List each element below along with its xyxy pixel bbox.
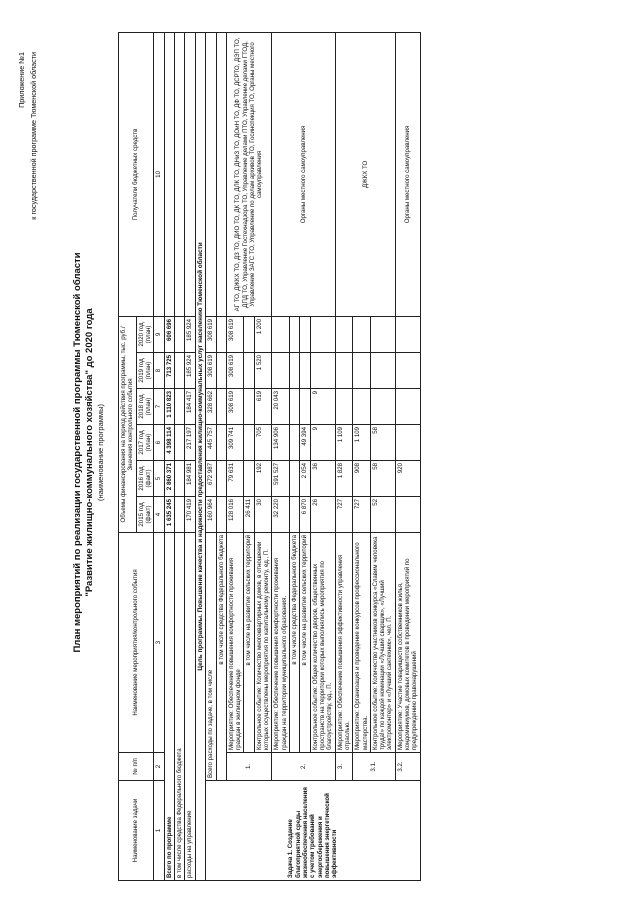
total-value: 2 860 371 bbox=[164, 461, 174, 497]
event-value: 79 631 bbox=[226, 461, 244, 497]
title-line-2: "Развитие жилищно-коммунального хозяйства" до 2020 года bbox=[83, 308, 95, 597]
header-year: 2020 год (план) bbox=[136, 316, 154, 352]
event-text: Контрольное событие: Количество многоквартирных домов, в отношении которых осуществлены мероприятия по капитальному ремонту, ед., П. bbox=[254, 533, 272, 753]
row-number: 3.2. bbox=[395, 753, 420, 781]
event-value: 134 906 bbox=[272, 425, 290, 461]
event-value: 30 bbox=[254, 497, 272, 533]
event-value: 908 bbox=[353, 461, 371, 497]
task-total-value: 328 662 bbox=[206, 389, 216, 425]
row-number: 2. bbox=[272, 753, 335, 781]
event-value: 2 054 bbox=[300, 461, 310, 497]
task-1-label: Задача 1. Создание благоприятной среды жизнеобеспечения населения с учетом требований энергосбережения и повышения энергетической эффективности bbox=[206, 781, 421, 881]
header-year: 2016 год (факт) bbox=[136, 461, 154, 497]
event-value: 128 016 bbox=[226, 497, 244, 533]
column-number: 3 bbox=[154, 533, 164, 753]
total-value: 184 981 bbox=[185, 461, 195, 497]
header-year: 2015 год (факт) bbox=[136, 497, 154, 533]
event-value: 6 870 bbox=[300, 497, 310, 533]
header-funding: Объемы финансирования на период действия программы, тыс. руб./Значения контрольного события bbox=[119, 316, 137, 532]
appendix-line-1: Приложение №1 bbox=[17, 52, 26, 108]
total-value: 1 110 823 bbox=[164, 389, 174, 425]
event-value: 727 bbox=[353, 497, 371, 533]
column-number: 10 bbox=[154, 32, 164, 316]
event-value: 58 bbox=[370, 425, 395, 461]
row-number: 3.1. bbox=[353, 753, 396, 781]
title-line-3: (наименование программы) bbox=[95, 404, 105, 501]
total-value: 606 696 bbox=[164, 316, 174, 352]
header-year: 2019 год (план) bbox=[136, 353, 154, 389]
total-value: 170 419 bbox=[185, 497, 195, 533]
column-number: 6 bbox=[154, 425, 164, 461]
event-text: в том числе на развитие сельских территорий bbox=[300, 533, 310, 753]
event-value: 58 bbox=[370, 461, 395, 497]
event-value: 49 394 bbox=[300, 425, 310, 461]
total-label: Всего по программе bbox=[164, 533, 174, 881]
recipient-text: Органы местного самоуправления bbox=[395, 32, 420, 316]
total-value: 713 725 bbox=[164, 353, 174, 389]
column-number: 5 bbox=[154, 461, 164, 497]
row-number: 3. bbox=[335, 753, 353, 781]
event-text: Мероприятие: Обеспечение повышения эффективности управления отраслью. bbox=[335, 533, 353, 753]
task-total-value: 445 757 bbox=[206, 425, 216, 461]
recipient-text: АГ ТО, ДЖКХ ТО, ДЗ ТО, ДИО ТО, ДК ТО, ДЛК ТО, ДНиЗ ТО, ДОиН ТО, ДФ ТО, ДСРТО, ДЭП ТО, ДПД ТО, Управление Гостехнадзора ТО, Управление делами ПТО, Управление делами ГТОД, Управление ЗАГС ТО, Управление по делам архивов ТО, Госинспекция ТО, Органы местного самоуправления bbox=[226, 32, 272, 316]
event-value: 52 bbox=[370, 497, 395, 533]
event-value: 1 109 bbox=[353, 425, 371, 461]
table-row bbox=[335, 32, 353, 880]
task-total-value: 308 619 bbox=[206, 353, 216, 389]
event-value: 727 bbox=[335, 497, 353, 533]
header-year: 2018 год (план) bbox=[136, 389, 154, 425]
event-text: Мероприятие: Организация и проведение конкурсов профессионального мастерства. bbox=[353, 533, 371, 753]
column-number: 1 bbox=[154, 781, 164, 881]
event-value: 1 200 bbox=[254, 316, 272, 352]
total-value: 217 197 bbox=[185, 425, 195, 461]
column-number: 7 bbox=[154, 389, 164, 425]
event-value: 26 bbox=[310, 497, 335, 533]
table-row bbox=[216, 32, 226, 880]
event-text: в том числе на развитие сельских территорий bbox=[244, 533, 254, 753]
event-value: 705 bbox=[254, 425, 272, 461]
event-text: Контрольное событие: Количество участников конкурса «Славим человека труда!» по каждой номинации «Лучший сварщик», «Лучший электромонтер» и «Лучший сантехник», чел. П. bbox=[370, 533, 395, 753]
total-value: 184 417 bbox=[185, 389, 195, 425]
event-value: 1 520 bbox=[254, 353, 272, 389]
event-value: 1 109 bbox=[335, 425, 353, 461]
event-value: 32 220 bbox=[272, 497, 290, 533]
table-row bbox=[185, 32, 195, 880]
event-value: 619 bbox=[254, 389, 272, 425]
recipient-text: ДЖКХ ТО bbox=[335, 32, 395, 316]
document-title bbox=[72, 0, 106, 905]
column-number: 9 bbox=[154, 316, 164, 352]
task-total-value: 160 964 bbox=[206, 497, 216, 533]
column-number: 8 bbox=[154, 353, 164, 389]
event-text: Мероприятие: Обеспечение повышения комфортности проживания граждан в жилищном фонде bbox=[226, 533, 244, 753]
event-text: в том числе средства Федерального бюджета bbox=[290, 533, 300, 753]
header-event: Наименование мероприятия/контрольного события bbox=[119, 533, 154, 753]
row-number: 1. bbox=[226, 753, 272, 781]
event-value: 9 bbox=[310, 389, 335, 425]
event-value: 309 741 bbox=[226, 425, 244, 461]
title-line-1: План мероприятий по реализации государственной программы Тюменской области bbox=[72, 252, 83, 653]
task-total-value: 308 619 bbox=[206, 316, 216, 352]
event-text: Контрольное событие: Общее количество дворов, общественных пространств на территории которых выполнялись мероприятия по благоустройству, ед., П. bbox=[310, 533, 335, 753]
table-row bbox=[272, 32, 290, 880]
header-task: Наименование задачи bbox=[119, 781, 154, 881]
total-label: в том числе средства Федерального бюджета bbox=[174, 533, 184, 881]
total-value: 185 924 bbox=[185, 353, 195, 389]
plan-table bbox=[118, 32, 421, 881]
event-value: 9 bbox=[310, 425, 335, 461]
table-row bbox=[226, 32, 244, 880]
event-value: 308 619 bbox=[226, 353, 244, 389]
total-value: 1 635 245 bbox=[164, 497, 174, 533]
event-text: Мероприятие: Обеспечение повышения комфортности проживания граждан на территории муниципального образования. bbox=[272, 533, 290, 753]
total-value: 4 398 114 bbox=[164, 425, 174, 461]
table-row bbox=[174, 32, 184, 880]
column-number: 4 bbox=[154, 497, 164, 533]
table-row bbox=[395, 32, 420, 880]
event-value: 920 bbox=[395, 461, 420, 497]
event-value: 36 bbox=[310, 461, 335, 497]
total-value: 185 924 bbox=[185, 316, 195, 352]
event-value: 591 527 bbox=[272, 461, 290, 497]
column-number: 2 bbox=[154, 753, 164, 781]
header-year: 2017 год (план) bbox=[136, 425, 154, 461]
recipient-text: Органы местного самоуправления bbox=[272, 32, 335, 316]
table-row bbox=[206, 32, 216, 880]
header-num: № п/п bbox=[119, 753, 154, 781]
event-value: 26 411 bbox=[244, 497, 254, 533]
task-total-value: 672 987 bbox=[206, 461, 216, 497]
table-row bbox=[164, 32, 174, 880]
event-value: 308 619 bbox=[226, 389, 244, 425]
event-value: 192 bbox=[254, 461, 272, 497]
appendix-note bbox=[16, 52, 39, 220]
task-fed-label: в том числе средства Федерального бюджета bbox=[216, 533, 226, 781]
event-value: 20 043 bbox=[272, 389, 290, 425]
header-recipients: Получатели бюджетных средств bbox=[119, 32, 154, 316]
appendix-line-2: к государственной программе Тюменской области bbox=[28, 52, 38, 220]
event-text: Мероприятие: Участие товариществ собственников жилья, кондоминиумов, домовых комитетов в проведении мероприятий по предупреждению правонарушений bbox=[395, 533, 420, 753]
event-value: 308 619 bbox=[226, 316, 244, 352]
total-label: расходы на управление bbox=[185, 533, 195, 881]
program-goal: Цель программы. Повышение качества и надежности предоставления жилищно-коммунальных услуг населению Тюменской области bbox=[195, 32, 206, 880]
task-total-label: Всего расходы по задаче, в том числе bbox=[206, 533, 216, 781]
table-row bbox=[195, 32, 206, 880]
event-value: 1 828 bbox=[335, 461, 353, 497]
